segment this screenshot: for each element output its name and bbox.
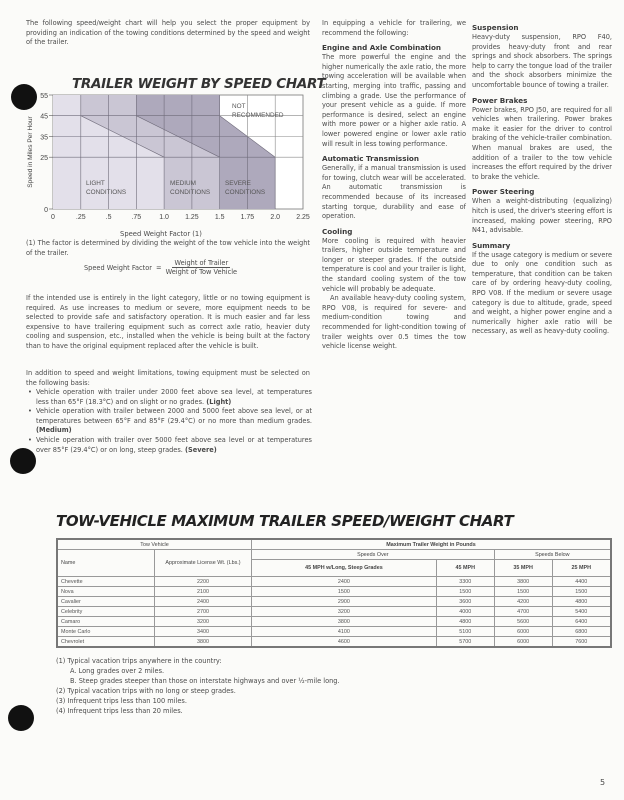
table-row: Camaro 3200 3800 4800 5600 6400: [57, 617, 611, 627]
footnote-4: (4) Infrequent trips less than 20 miles.: [56, 707, 183, 715]
formula-eq: =: [156, 263, 162, 272]
bullet-medium: • Vehicle operation with trailer between 2000 and 5000 feet above sea level, or at temperatures between 65°F and 85°F (29.4°C) or no more than medium grades. (Medium): [28, 407, 312, 435]
punch-hole-bottom: [8, 705, 34, 731]
svg-text:1.75: 1.75: [240, 214, 255, 221]
tow-vehicle-table: [56, 538, 612, 648]
table-title: TOW-VEHICLE MAXIMUM TRAILER SPEED/WEIGHT CHART: [56, 512, 514, 530]
body-engine-axle: The more powerful the engine and the higher numerically the axle ratio, the more towing acceleration will be available when starting, merging into traffic, passing and climbing a grade. Use the performance of your present vehicle as a guide. If more performance is desired, select an engine with more power or a higher axle ratio. A lower powered engine or lower axle ratio will result in less towing performance.: [322, 53, 466, 148]
body-cooling-2: An available heavy-duty cooling system, RPO V08, is required for severe- and medium-condition towing and recommended for light-condition towing of trailer weights over 0.5 times the tow vehicle license weight.: [322, 294, 466, 351]
table-row: Chevette 2200 2400 3300 3800 4400: [57, 577, 611, 587]
footnote-3: (3) Infrequent trips less than 100 miles.: [56, 697, 187, 705]
col-license: Approximate License Wt. (Lbs.): [155, 550, 252, 577]
heading-suspension: Suspension: [472, 23, 519, 32]
table-row: Celebrity 2700 3200 4000 4700 5400: [57, 607, 611, 617]
bullet-severe: • Vehicle operation with trailer over 5000 feet above sea level or at temperatures over 85°F (29.4°C) or on long, steep grades. (Severe): [28, 435, 312, 454]
footnote-2: (2) Typical vacation trips with no long or steep grades.: [56, 687, 236, 695]
col-45: 45 MPH: [436, 560, 494, 577]
col-25: 25 MPH: [552, 560, 611, 577]
svg-text:1.0: 1.0: [159, 214, 169, 221]
svg-text:1.25: 1.25: [185, 214, 199, 221]
footnote-1: (1) Typical vacation trips anywhere in the country:: [56, 657, 222, 665]
group-tow-vehicle: Tow Vehicle: [57, 539, 252, 550]
svg-text:1.5: 1.5: [214, 214, 225, 221]
basis-paragraph: In addition to speed and weight limitations, towing equipment must be selected on the following basis:: [26, 369, 310, 387]
body-power-brakes: Power brakes, RPO J50, are required for all vehicles when trailering. Power brakes make it easier for the driver to control braking of the vehicle-trailer combination. When manual brakes are used, the addition of a trailer to the tow vehicle increases the effort required by the driver to brake the vehicle.: [472, 105, 612, 181]
svg-text:2.0: 2.0: [270, 214, 281, 221]
svg-text:CONDITIONS: CONDITIONS: [170, 189, 211, 196]
formula-numerator: Weight of Trailer: [174, 259, 229, 267]
svg-text:MEDIUM: MEDIUM: [170, 180, 196, 187]
table-row: Monte Carlo 3400 4100 5100 6000 6800: [57, 627, 611, 637]
body-automatic-transmission: Generally, if a manual transmission is used for towing, clutch wear will be accelerated. An automatic transmission is recommended because of its increased starting torque, durability and ease of operation.: [322, 164, 466, 221]
y-axis-label: Speed in Miles Per Hour: [27, 116, 34, 188]
formula: [84, 259, 237, 276]
column-2: [322, 19, 466, 352]
group-speeds-over: Speeds Over: [252, 550, 495, 560]
table-row: Cavalier 2400 2900 3600 4200 4800: [57, 597, 611, 607]
svg-text:RECOMMENDED: RECOMMENDED: [232, 112, 284, 119]
bullet-light: • Vehicle operation with trailer under 2000 feet above sea level, at temperatures less than 65°F (18.3°C) and on slight or no grades. (Light): [28, 388, 312, 406]
group-max-weight: Maximum Trailer Weight in Pounds: [252, 539, 612, 550]
chart-title: TRAILER WEIGHT BY SPEED CHART: [72, 76, 326, 92]
formula-lhs: Speed Weight Factor: [84, 263, 153, 272]
y-tick-45: 45: [40, 113, 48, 121]
y-tick-25: 25: [40, 155, 48, 162]
svg-text:LIGHT: LIGHT: [86, 180, 105, 187]
heading-cooling: Cooling: [322, 226, 353, 236]
group-speeds-below: Speeds Below: [494, 550, 611, 560]
svg-text:NOT: NOT: [232, 103, 246, 110]
column-3: [472, 23, 612, 337]
heading-summary: Summary: [472, 240, 511, 250]
x-axis-label: Speed Weight Factor (1): [120, 230, 202, 238]
footnote-1a: A. Long grades over 2 miles.: [70, 667, 165, 675]
col-35: 35 MPH: [494, 560, 552, 577]
body-summary: If the usage category is medium or severe due to only one condition such as temperature, that condition can be taken care of by ordering heavy-duty cooling, RPO V08. If the medium or severe usage category is due to altitude, grade, speed and weight, a higher power engine and a numerically higher axle ratio will be necessary, as well as heavy-duty cooling.: [472, 250, 612, 336]
light-category-paragraph: If the intended use is entirely in the light category, little or no towing equipment is required. As use increases to medium or severe, more equipment needs to be selected to provide safe and satisfactory operation. It is much easier and far less expensive to have trailering equipment such as correct axle ratio, heavier duty cooling and suspension, etc., installed when the vehicle is being built at the factory than to have the original equipment replaced after the vehicle is built.: [26, 294, 310, 350]
heading-power-brakes: Power Brakes: [472, 95, 528, 105]
svg-text:2.25: 2.25: [296, 214, 310, 221]
svg-text:CONDITIONS: CONDITIONS: [225, 189, 266, 196]
svg-text:0: 0: [51, 214, 55, 221]
chart-svg: [20, 88, 320, 228]
formula-denominator: Weight of Tow Vehicle: [165, 268, 238, 276]
svg-text:.75: .75: [131, 214, 142, 221]
col-45-steep: 45 MPH w/Long, Steep Grades: [252, 560, 437, 577]
body-power-steering: When a weight-distributing (equalizing) hitch is used, the driver's steering effort is increased, making power steering, RPO N41, advisable.: [472, 197, 612, 235]
y-tick-55: 55: [40, 93, 48, 100]
heading-power-steering: Power Steering: [472, 187, 535, 197]
svg-text:.25: .25: [75, 214, 86, 221]
body-cooling: More cooling is required with heavier trailers, higher outside temperature and longer or steeper grades. If the outside temperature is cool and your trailer is light, the standard cooling system of the tow vehicle will probably be adequate.: [322, 236, 466, 293]
svg-text:SEVERE: SEVERE: [225, 180, 251, 187]
intro-paragraph: The following speed/weight chart will help you select the proper equipment by providing an indication of the towing conditions determined by the speed and weight of the trailer.: [26, 19, 310, 47]
speed-weight-chart: [20, 88, 320, 228]
col-name: Name: [57, 550, 155, 577]
heading-automatic-transmission: Automatic Transmission: [322, 154, 419, 164]
body-suspension: Heavy-duty suspension, RPO F40, provides heavy-duty front and rear springs and shock absorbers. The springs help to carry the tongue load of the trailer and the shock absorbers minimize the uncomfortable bounce of towing a trailer.: [472, 33, 612, 89]
condition-bullets: [26, 388, 312, 455]
col2-intro: In equipping a vehicle for trailering, we recommend the following:: [322, 19, 466, 37]
factor-footnote: (1) The factor is determined by dividing the weight of the tow vehicle into the weight of the trailer.: [26, 239, 310, 257]
footnote-1b: B. Steep grades steeper than those on interstate highways and over ½-mile long.: [70, 677, 340, 685]
svg-text:.5: .5: [105, 214, 112, 221]
page-number: 5: [600, 778, 606, 787]
table-footnotes: [56, 656, 356, 716]
heading-engine-axle: Engine and Axle Combination: [322, 43, 442, 53]
table-row: Nova 2100 1500 1500 1500 1500: [57, 587, 611, 597]
svg-text:CONDITIONS: CONDITIONS: [86, 189, 127, 196]
table-row: Chevrolet 3800 4600 5700 6000 7600: [57, 637, 611, 648]
y-tick-35: 35: [40, 134, 48, 142]
y-tick-0: 0: [44, 207, 48, 214]
